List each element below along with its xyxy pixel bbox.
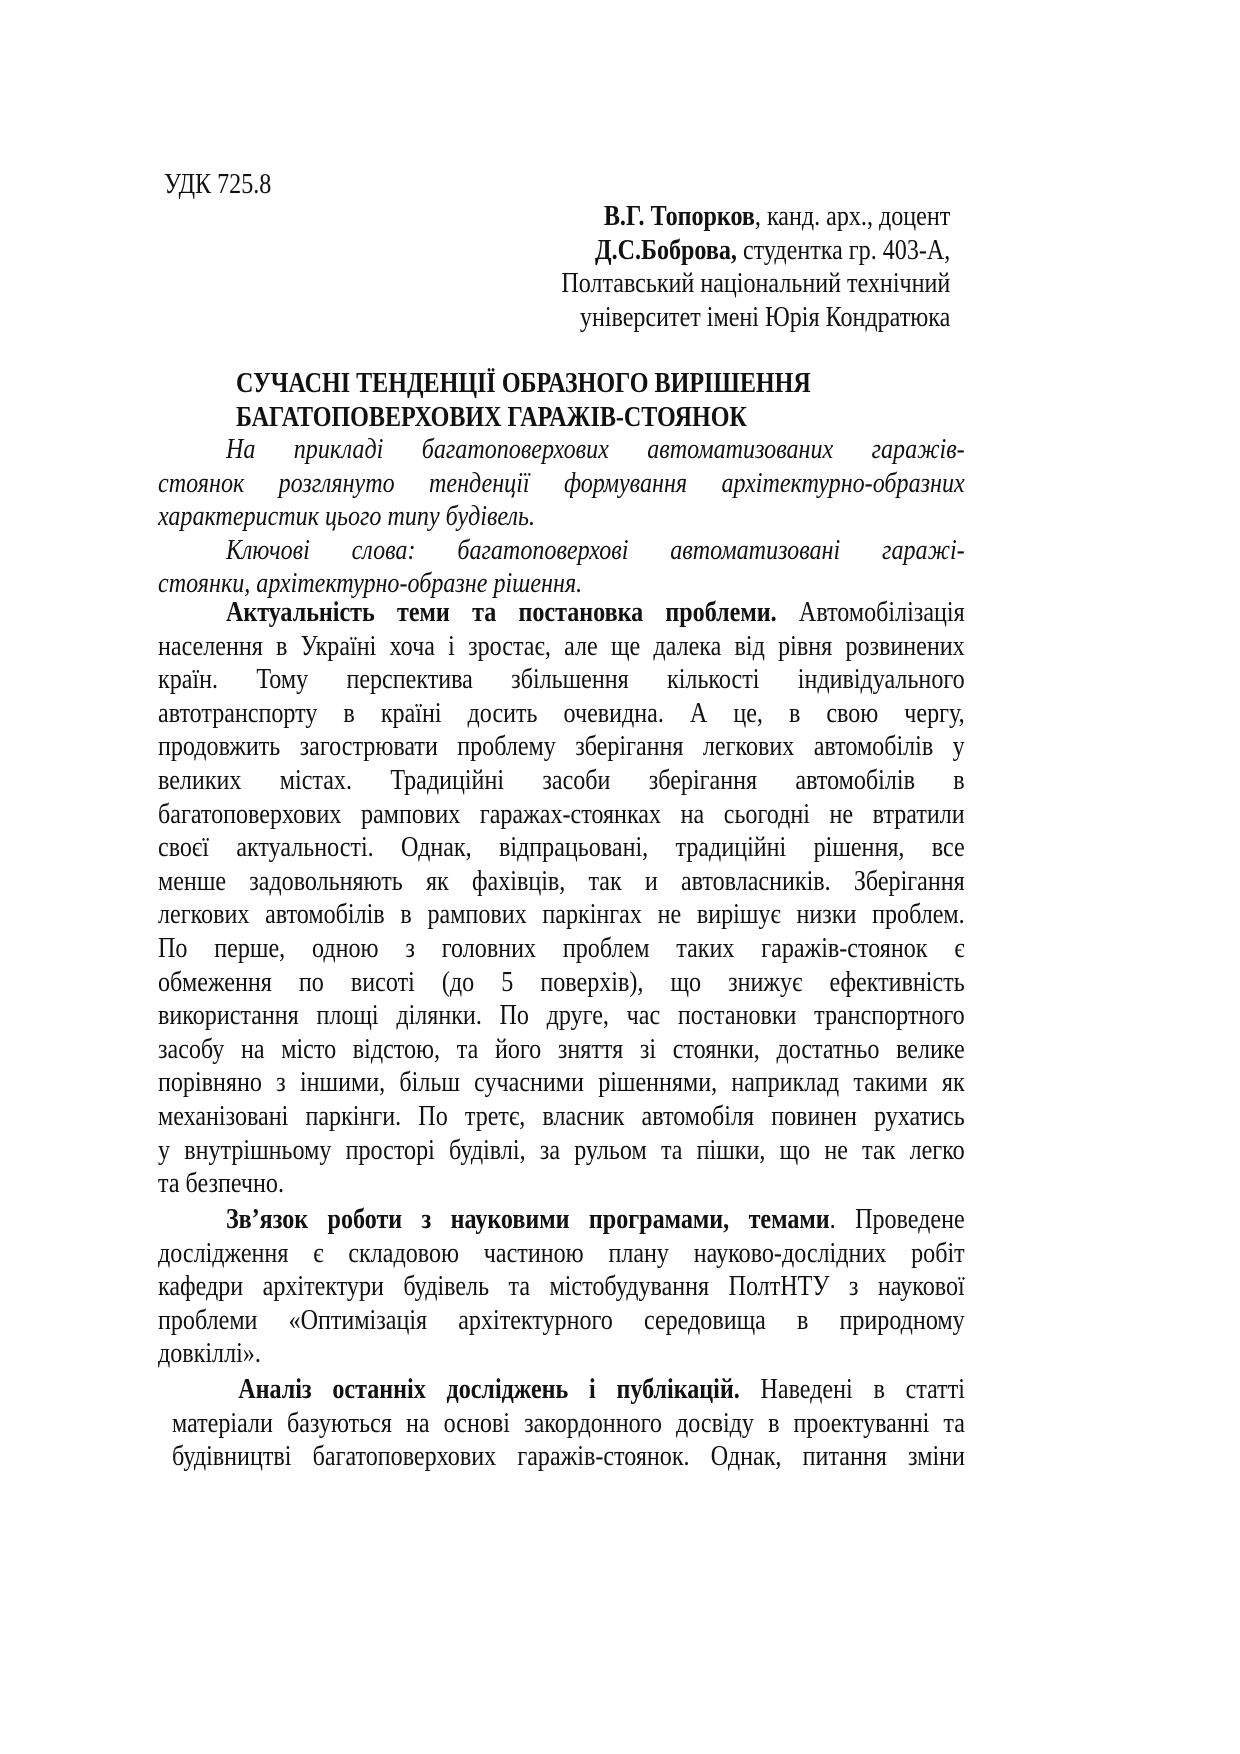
- keywords-line: стоянки, архітектурно-образне рішення.: [158, 568, 583, 600]
- abstract-line: характеристик цього типу будівель.: [158, 501, 535, 533]
- author-position: , канд. арх., доцент: [754, 201, 950, 232]
- paragraph-literature-review: [172, 1373, 965, 1474]
- title-line: СУЧАСНІ ТЕНДЕНЦІЇ ОБРАЗНОГО ВИРІШЕННЯ: [236, 368, 811, 399]
- author-position: студентка гр. 403-А,: [736, 234, 950, 266]
- paragraph-line: обмеження по висоті (до 5 поверхів), що знижує ефективність: [158, 966, 965, 998]
- paragraph-line: матеріали базуються на основі закордонного досвіду в проектуванні та: [172, 1407, 965, 1439]
- paragraph-line: автотранспорту в країні досить очевидна. А це, в свою чергу,: [158, 697, 965, 729]
- paragraph-research-link: [158, 1203, 965, 1371]
- author-name: Д.С.Боброва,: [594, 234, 737, 266]
- keywords-line: Ключові слова: багатоповерхові автоматизовані гаражі-: [225, 534, 965, 566]
- paragraph-line: населення в Україні хоча і зростає, але ще далека від рівня розвинених: [158, 630, 965, 662]
- paragraph-line: великих містах. Традиційні засоби зберігання автомобілів в: [158, 764, 965, 796]
- affiliation-line: Полтавський національний технічний: [561, 268, 950, 300]
- paragraph-text: Наведені в статті: [739, 1374, 965, 1405]
- paragraph-first-line: [158, 1203, 965, 1237]
- paragraph-relevance: [158, 596, 965, 1201]
- paragraph-line: порівняно з іншими, більш сучасними рішеннями, наприклад такими як: [158, 1067, 965, 1099]
- udc-text: УДК 725.8: [164, 169, 272, 200]
- author-block: [561, 200, 950, 334]
- author-1: [561, 200, 950, 234]
- paragraph-first-line: [172, 1373, 965, 1407]
- paragraph-line: легкових автомобілів в рампових паркінгах не вирішує низки проблем.: [158, 899, 965, 931]
- section-heading: Аналіз останніх досліджень і публікацій.: [238, 1374, 740, 1405]
- author-name: В.Г. Топорков: [603, 201, 755, 232]
- section-heading: Актуальність теми та постановка проблеми.: [225, 597, 777, 628]
- paragraph-line: довкіллі».: [158, 1338, 261, 1370]
- paragraph-line: кафедри архітектури будівель та містобудування ПолтНТУ з наукової: [158, 1271, 965, 1303]
- paragraph-line: використання площі ділянки. По друге, час постановки транспортного: [158, 1000, 965, 1032]
- paragraph-line: менше задовольняють як фахівців, так и автовласників. Зберігання: [158, 865, 965, 897]
- paragraph-line: країн. Тому перспектива збільшення кількості індивідуального: [158, 664, 965, 696]
- paragraph-line: у внутрішньому просторі будівлі, за рульом та пішки, що не так легко: [158, 1134, 965, 1166]
- abstract-line: стоянок розглянуто тенденції формування архітектурно-образних: [158, 467, 965, 499]
- paragraph-line: дослідження є складовою частиною плану науково-дослідних робіт: [158, 1237, 965, 1269]
- paper-title: [236, 367, 811, 434]
- paragraph-first-line: [158, 596, 965, 630]
- paragraph-line: та безпечно.: [158, 1168, 284, 1200]
- paragraph-line: своєї актуальності. Однак, відпрацьовані, традиційні рішення, все: [158, 832, 965, 864]
- section-heading: Зв’язок роботи з науковими програмами, темами: [225, 1204, 830, 1235]
- abstract: [158, 433, 965, 601]
- paragraph-line: проблеми «Оптимізація архітектурного середовища в природному: [158, 1304, 965, 1336]
- paragraph-text: . Проведене: [829, 1204, 965, 1235]
- udc-code: [164, 168, 271, 202]
- paragraph-line: будівництві багатоповерхових гаражів-стоянок. Однак, питання зміни: [172, 1441, 965, 1473]
- author-2: [561, 234, 950, 268]
- paragraph-text: Автомобілізація: [776, 597, 965, 628]
- paragraph-line: засобу на місто відстою, та його зняття зі стоянки, достатньо велике: [158, 1033, 965, 1065]
- affiliation-line: університет імені Юрія Кондратюка: [579, 301, 950, 333]
- paragraph-line: механізовані паркінги. По третє, власник автомобіля повинен рухатись: [158, 1100, 965, 1132]
- abstract-line: На прикладі багатоповерхових автоматизованих гаражів-: [225, 434, 965, 465]
- paragraph-line: продовжить загострювати проблему зберігання легкових автомобілів у: [158, 731, 965, 763]
- paragraph-line: По перше, одною з головних проблем таких гаражів-стоянок є: [158, 932, 965, 964]
- title-line: БАГАТОПОВЕРХОВИХ ГАРАЖІВ-СТОЯНОК: [236, 401, 747, 433]
- paragraph-line: багатоповерхових рампових гаражах-стоянках на сьогодні не втратили: [158, 798, 965, 830]
